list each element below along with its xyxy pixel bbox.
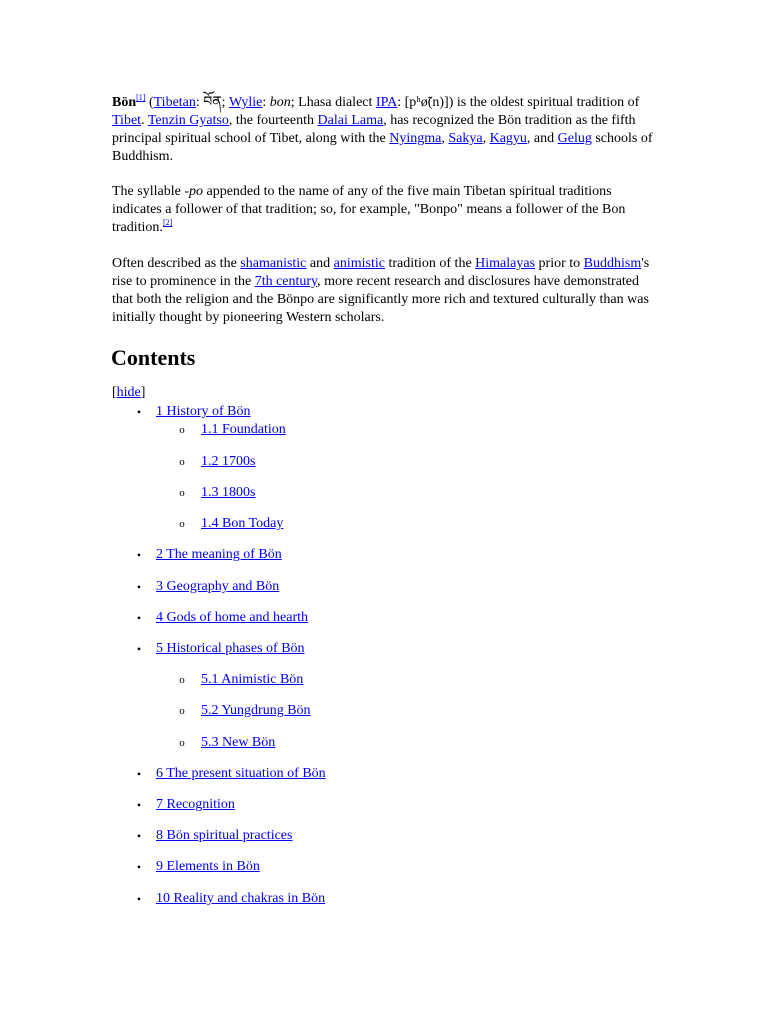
intro-paragraph xyxy=(112,94,657,166)
wylie-link[interactable]: Wylie xyxy=(229,95,263,110)
animistic-link[interactable]: animistic xyxy=(333,256,385,271)
toc-link[interactable]: 8 Bön spiritual practices xyxy=(156,828,293,843)
toc-link[interactable]: 3 Geography and Bön xyxy=(156,579,280,594)
toc-link[interactable]: 10 Reality and chakras in Bön xyxy=(156,891,326,906)
toc-item xyxy=(136,609,309,627)
circle-bullet-icon: o xyxy=(179,737,185,749)
footnote-link-1[interactable]: [1] xyxy=(136,93,146,102)
toc-item xyxy=(179,453,256,471)
text: . xyxy=(141,113,148,128)
toc-item xyxy=(179,702,311,720)
bullet-icon: • xyxy=(136,829,142,843)
toc-item xyxy=(179,515,284,533)
tenzin-gyatso-link[interactable]: Tenzin Gyatso xyxy=(147,113,229,128)
text: : xyxy=(262,95,270,110)
tibet-link[interactable]: Tibet xyxy=(112,113,142,128)
circle-bullet-icon: o xyxy=(179,518,185,530)
text: schools of Buddhism. xyxy=(112,131,653,164)
toc-item xyxy=(136,796,235,814)
toc-link[interactable]: 4 Gods of home and hearth xyxy=(156,610,309,625)
text: appended to the name of any of the five main Tibetan spiritual traditions indicates a follower of that tradition; so, for example, "Bonpo" means a follower of the Bon tradition. xyxy=(112,184,626,235)
toc-link[interactable]: 9 Elements in Bön xyxy=(156,859,260,874)
circle-bullet-icon: o xyxy=(179,674,185,686)
text: prior to xyxy=(535,256,584,271)
syllable-paragraph xyxy=(112,183,657,237)
circle-bullet-icon: o xyxy=(179,705,185,717)
text: , more recent research and disclosures have demonstrated that both the religion and the Bönpo are significantly more rich and textured culturally than was initially thought by pioneering Western scholars. xyxy=(112,274,649,325)
toc-item xyxy=(136,858,260,876)
toc-link[interactable]: 1 History of Bön xyxy=(156,404,251,419)
toc-link[interactable]: 1.2 1700s xyxy=(201,454,256,469)
text: tradition of the xyxy=(384,256,476,271)
toc-item xyxy=(136,403,251,421)
wylie-value: bon xyxy=(269,95,291,110)
toc-link[interactable]: 7 Recognition xyxy=(156,797,235,812)
toc-item xyxy=(179,734,276,752)
toc-link[interactable]: 5.3 New Bön xyxy=(201,735,276,750)
text: , has recognized the Bön tradition as the fifth principal spiritual school of Tibet, along with the xyxy=(112,113,636,146)
toc-item xyxy=(179,421,286,439)
toc-link[interactable]: 5.1 Animistic Bön xyxy=(201,672,304,687)
hide-link[interactable]: hide xyxy=(116,385,141,400)
text: ; Lhasa dialect xyxy=(290,95,376,110)
circle-bullet-icon: o xyxy=(179,424,185,436)
bullet-icon: • xyxy=(136,548,142,562)
text: 's rise to prominence in the xyxy=(112,256,650,289)
bullet-icon: • xyxy=(136,798,142,812)
kagyu-link[interactable]: Kagyu xyxy=(489,131,527,146)
toc-link[interactable]: 5 Historical phases of Bön xyxy=(156,641,305,656)
seventh-century-link[interactable]: 7th century xyxy=(254,274,318,289)
toc-link[interactable]: 5.2 Yungdrung Bön xyxy=(201,703,311,718)
ipa-link[interactable]: IPA xyxy=(375,95,398,110)
ipa-text: : [pʰø̃(n)]) is the oldest spiritual tradition of xyxy=(397,95,640,110)
shamanistic-link[interactable]: shamanistic xyxy=(240,256,307,271)
nyingma-link[interactable]: Nyingma xyxy=(389,131,442,146)
bullet-icon: • xyxy=(136,892,142,906)
article-title-word: Bön xyxy=(112,95,137,110)
circle-bullet-icon: o xyxy=(179,456,185,468)
toc-item xyxy=(136,765,326,783)
text: , xyxy=(482,131,490,146)
toc-link[interactable]: 1.4 Bon Today xyxy=(201,516,284,531)
po-suffix: -po xyxy=(184,184,203,199)
bullet-icon: • xyxy=(136,860,142,874)
text: Often described as the xyxy=(112,256,241,271)
contents-heading: Contents xyxy=(111,345,196,370)
toc-item xyxy=(136,546,282,564)
toc-link[interactable]: 2 The meaning of Bön xyxy=(156,547,282,562)
text: , the fourteenth xyxy=(228,113,318,128)
bullet-icon: • xyxy=(136,405,142,419)
toc-item xyxy=(179,671,304,689)
text: , xyxy=(441,131,449,146)
text: ( xyxy=(145,95,154,110)
toc-item xyxy=(136,640,305,658)
toc-item xyxy=(136,827,293,845)
bullet-icon: • xyxy=(136,767,142,781)
toc-item xyxy=(179,484,256,502)
sakya-link[interactable]: Sakya xyxy=(448,131,483,146)
bracket: [ xyxy=(112,385,117,400)
gelug-link[interactable]: Gelug xyxy=(557,131,592,146)
text: and xyxy=(306,256,334,271)
description-paragraph xyxy=(112,255,657,327)
tibetan-link[interactable]: Tibetan xyxy=(153,95,196,110)
footnote-link-2[interactable]: [2] xyxy=(162,218,173,227)
toc-item xyxy=(136,890,326,908)
bullet-icon: • xyxy=(136,642,142,656)
text: : xyxy=(195,95,204,110)
tibetan-script: བོན xyxy=(203,95,222,110)
text: ; xyxy=(221,95,229,110)
himalayas-link[interactable]: Himalayas xyxy=(475,256,536,271)
circle-bullet-icon: o xyxy=(179,487,185,499)
dalai-lama-link[interactable]: Dalai Lama xyxy=(317,113,384,128)
toc-link[interactable]: 1.1 Foundation xyxy=(201,422,286,437)
toc-link[interactable]: 1.3 1800s xyxy=(201,485,256,500)
toc-link[interactable]: 6 The present situation of Bön xyxy=(156,766,326,781)
text: The syllable xyxy=(112,184,185,199)
text: , and xyxy=(526,131,558,146)
bullet-icon: • xyxy=(136,580,142,594)
bracket: ] xyxy=(140,385,146,400)
toc-toggle xyxy=(112,384,145,402)
buddhism-link[interactable]: Buddhism xyxy=(583,256,642,271)
bullet-icon: • xyxy=(136,611,142,625)
toc-item xyxy=(136,578,280,596)
